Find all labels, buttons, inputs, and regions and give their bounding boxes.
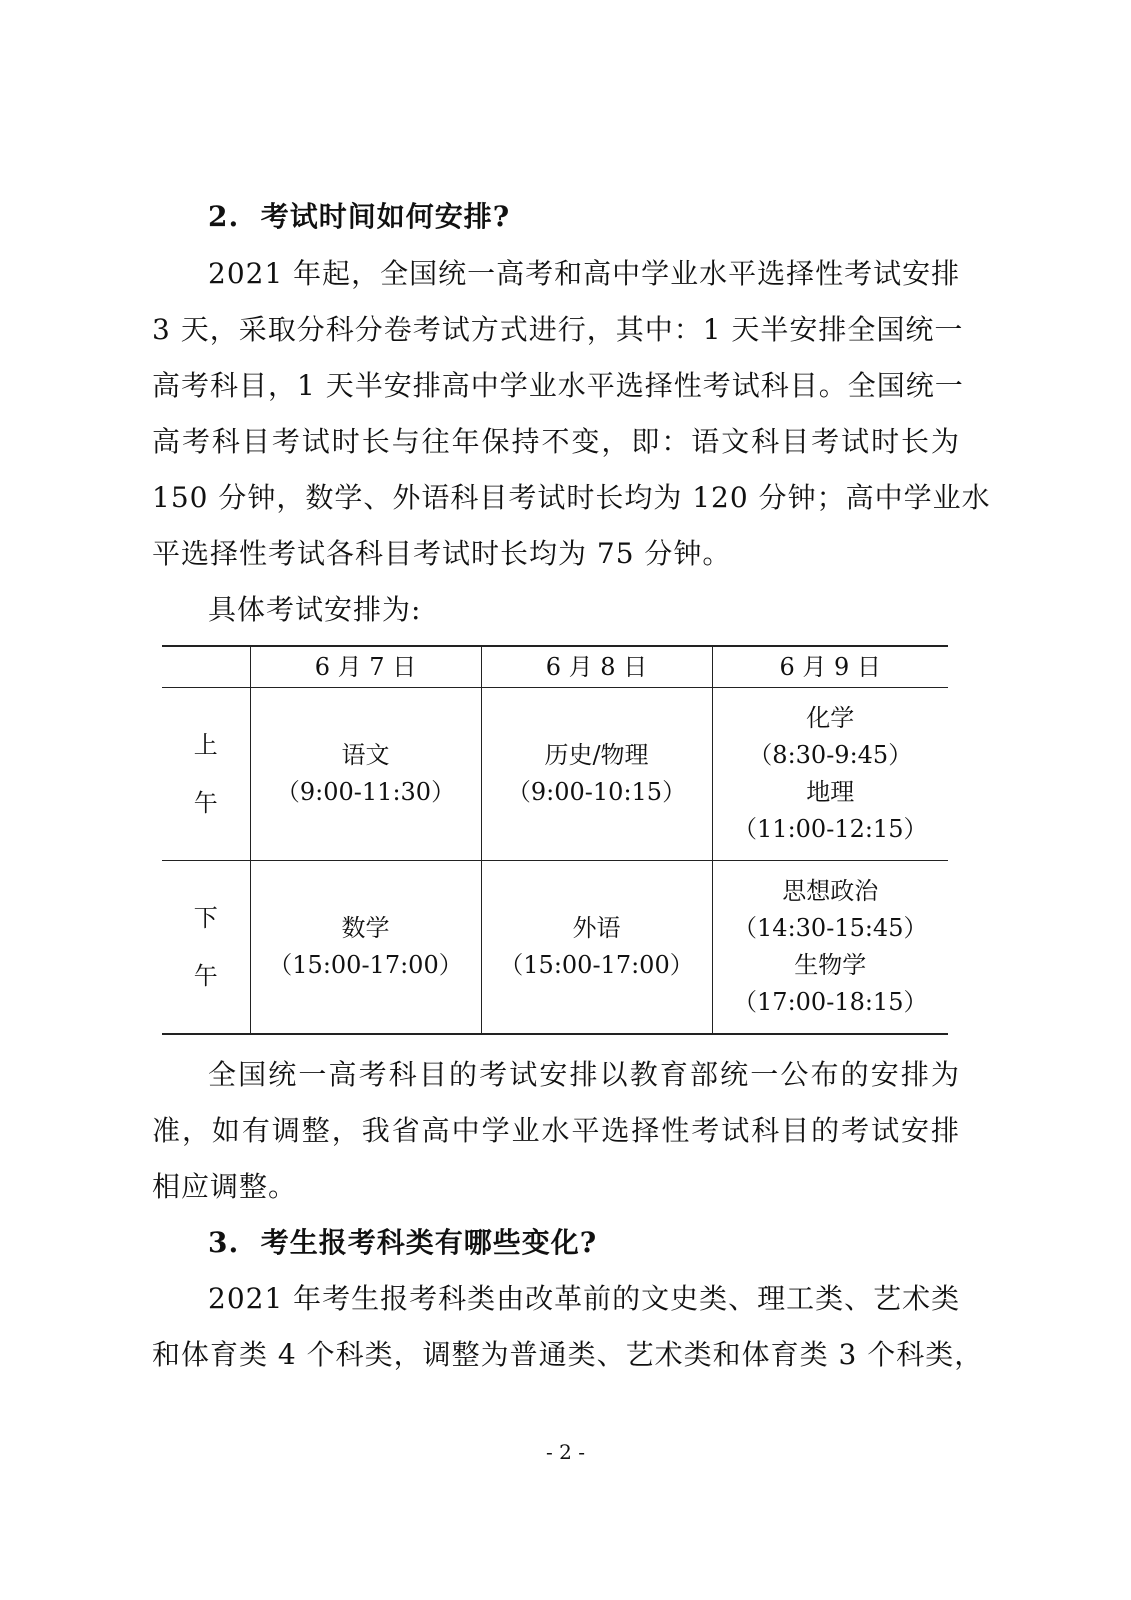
paragraph-line: 150 分钟，数学、外语科目考试时长均为 120 分钟；高中学业水 bbox=[152, 481, 991, 514]
table-header-row bbox=[162, 646, 948, 688]
subject-name: 数学 bbox=[341, 914, 390, 942]
schedule-intro: 具体考试安排为: bbox=[208, 593, 422, 626]
subject-name: 化学 bbox=[806, 704, 855, 732]
schedule-cell bbox=[481, 688, 712, 861]
paragraph-line: 和体育类 4 个科类，调整为普通类、艺术类和体育类 3 个科类， bbox=[152, 1338, 984, 1371]
subject-name: 地理 bbox=[806, 778, 855, 806]
exam-schedule-table bbox=[162, 645, 948, 1035]
subject-name: 思想政治 bbox=[782, 877, 879, 905]
paragraph-line: 全国统一高考科目的考试安排以教育部统一公布的安排为 bbox=[208, 1058, 960, 1091]
period-label-morning: 上 午 bbox=[193, 731, 218, 817]
table-row-morning bbox=[162, 688, 948, 861]
table-header-empty bbox=[162, 646, 250, 688]
section-3-heading bbox=[208, 1226, 960, 1260]
subject-name: 历史/物理 bbox=[544, 741, 649, 769]
table-header-date: 6 月 7 日 bbox=[250, 646, 481, 688]
subject-time: （9:00-10:15） bbox=[506, 778, 687, 806]
paragraph-line: 2021 年起，全国统一高考和高中学业水平选择性考试安排 bbox=[208, 257, 961, 290]
page-number: - 2 - bbox=[546, 1440, 585, 1464]
paragraph-line: 平选择性考试各科目考试时长均为 75 分钟。 bbox=[152, 537, 732, 570]
paragraph-line: 相应调整。 bbox=[152, 1170, 298, 1203]
paragraph-line: 高考科目考试时长与往年保持不变，即：语文科目考试时长为 bbox=[152, 425, 960, 458]
paragraph-line: 高考科目，1 天半安排高中学业水平选择性考试科目。全国统一 bbox=[152, 369, 964, 402]
subject-time: （9:00-11:30） bbox=[275, 778, 456, 806]
section-3-number: 3. bbox=[208, 1226, 240, 1259]
schedule-cell bbox=[250, 861, 481, 1035]
subject-name: 语文 bbox=[341, 741, 390, 769]
subject-time: （15:00-17:00） bbox=[499, 951, 694, 979]
subject-time: （8:30-9:45） bbox=[748, 741, 913, 769]
subject-time: （15:00-17:00） bbox=[268, 951, 463, 979]
section-2-heading bbox=[208, 200, 960, 234]
subject-time: （11:00-12:15） bbox=[733, 815, 928, 843]
period-label-afternoon: 下 午 bbox=[193, 904, 218, 990]
table-header-date: 6 月 9 日 bbox=[712, 646, 948, 688]
table-header-date: 6 月 8 日 bbox=[481, 646, 712, 688]
section-2-number: 2. bbox=[208, 200, 240, 233]
subject-name: 生物学 bbox=[794, 951, 867, 979]
paragraph-line: 2021 年考生报考科类由改革前的文史类、理工类、艺术类 bbox=[208, 1282, 961, 1315]
schedule-cell bbox=[712, 861, 948, 1035]
schedule-cell bbox=[250, 688, 481, 861]
section-2-title: 考试时间如何安排? bbox=[260, 200, 511, 233]
paragraph-line: 准，如有调整，我省高中学业水平选择性考试科目的考试安排 bbox=[152, 1114, 960, 1147]
subject-time: （17:00-18:15） bbox=[733, 988, 928, 1016]
schedule-cell bbox=[712, 688, 948, 861]
table-row-afternoon bbox=[162, 861, 948, 1035]
subject-time: （14:30-15:45） bbox=[733, 914, 928, 942]
subject-name: 外语 bbox=[572, 914, 621, 942]
schedule-cell bbox=[481, 861, 712, 1035]
section-3-title: 考生报考科类有哪些变化? bbox=[260, 1226, 598, 1259]
paragraph-line: 3 天，采取分科分卷考试方式进行，其中：1 天半安排全国统一 bbox=[152, 313, 964, 346]
